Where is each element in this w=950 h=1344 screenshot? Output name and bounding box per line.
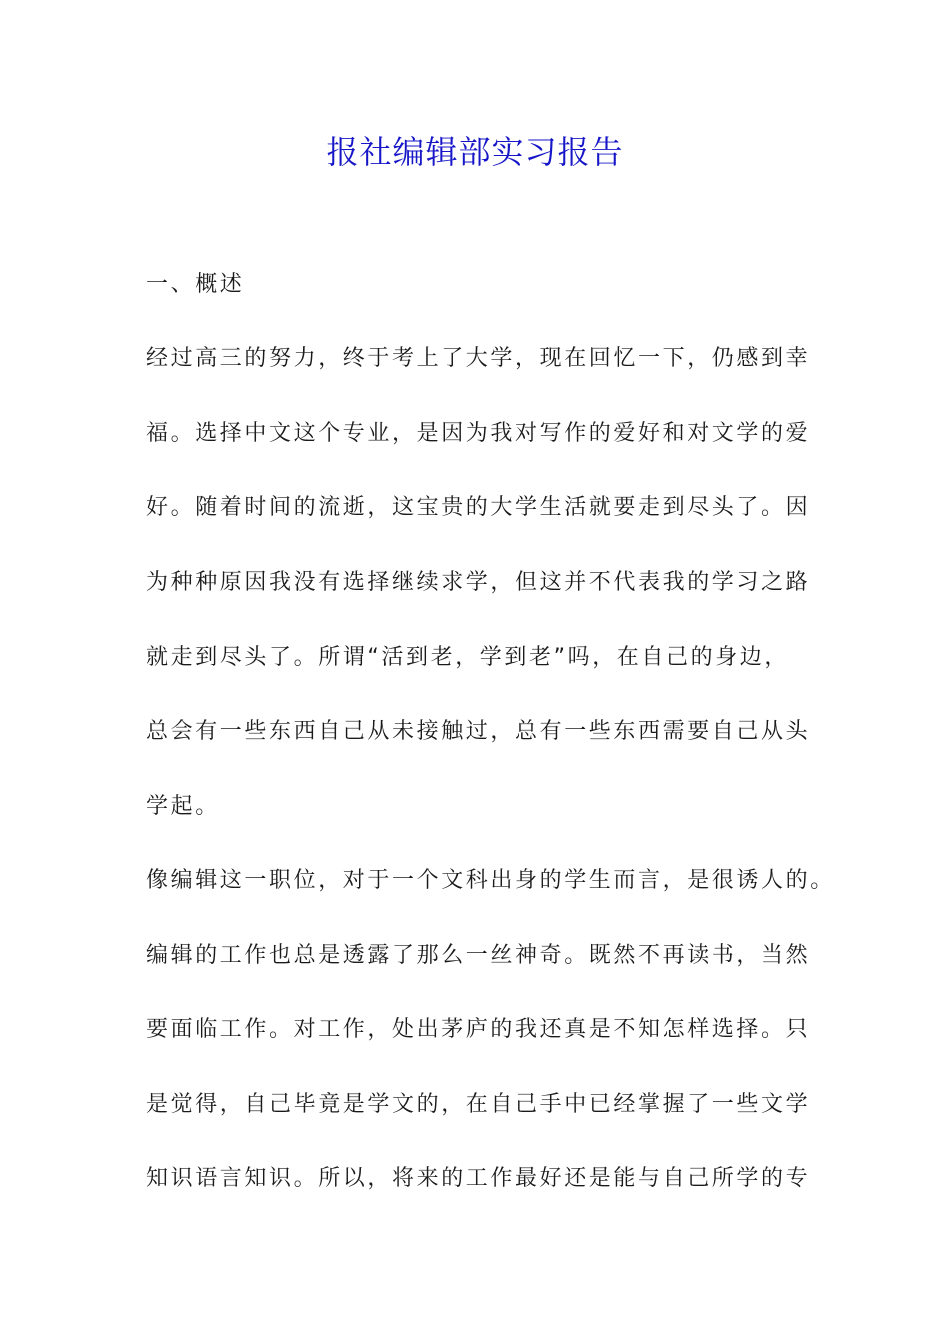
paragraph-line: 好。随着时间的流逝，这宝贵的大学生活就要走到尽头了。因 <box>146 495 811 520</box>
paragraph-line: 就走到尽头了。所谓“活到老，学到老”吗，在自己的身边， <box>146 645 789 670</box>
paragraph-line: 学起。 <box>146 794 220 819</box>
paragraph-line: 总会有一些东西自己从未接触过，总有一些东西需要自己从头 <box>146 719 811 744</box>
paragraph-line: 要面临工作。对工作，处出茅庐的我还真是不知怎样选择。只 <box>146 1017 811 1042</box>
paragraph-line: 为种种原因我没有选择继续求学，但这并不代表我的学习之路 <box>146 570 811 595</box>
paragraph-line: 福。选择中文这个专业，是因为我对写作的爱好和对文学的爱 <box>146 421 811 446</box>
document-title: 报社编辑部实习报告 <box>326 133 624 171</box>
paragraph-line: 像编辑这一职位，对于一个文科出身的学生而言，是很诱人的。 <box>146 868 835 893</box>
section-heading: 一、概述 <box>146 272 245 297</box>
paragraph-line: 是觉得，自己毕竟是学文的，在自己手中已经掌握了一些文学 <box>146 1092 811 1117</box>
paragraph-line: 知识语言知识。所以，将来的工作最好还是能与自己所学的专 <box>146 1166 811 1191</box>
paragraph-line: 经过高三的努力，终于考上了大学，现在回忆一下，仍感到幸 <box>146 346 811 371</box>
paragraph-line: 编辑的工作也总是透露了那么一丝神奇。既然不再读书，当然 <box>146 943 811 968</box>
